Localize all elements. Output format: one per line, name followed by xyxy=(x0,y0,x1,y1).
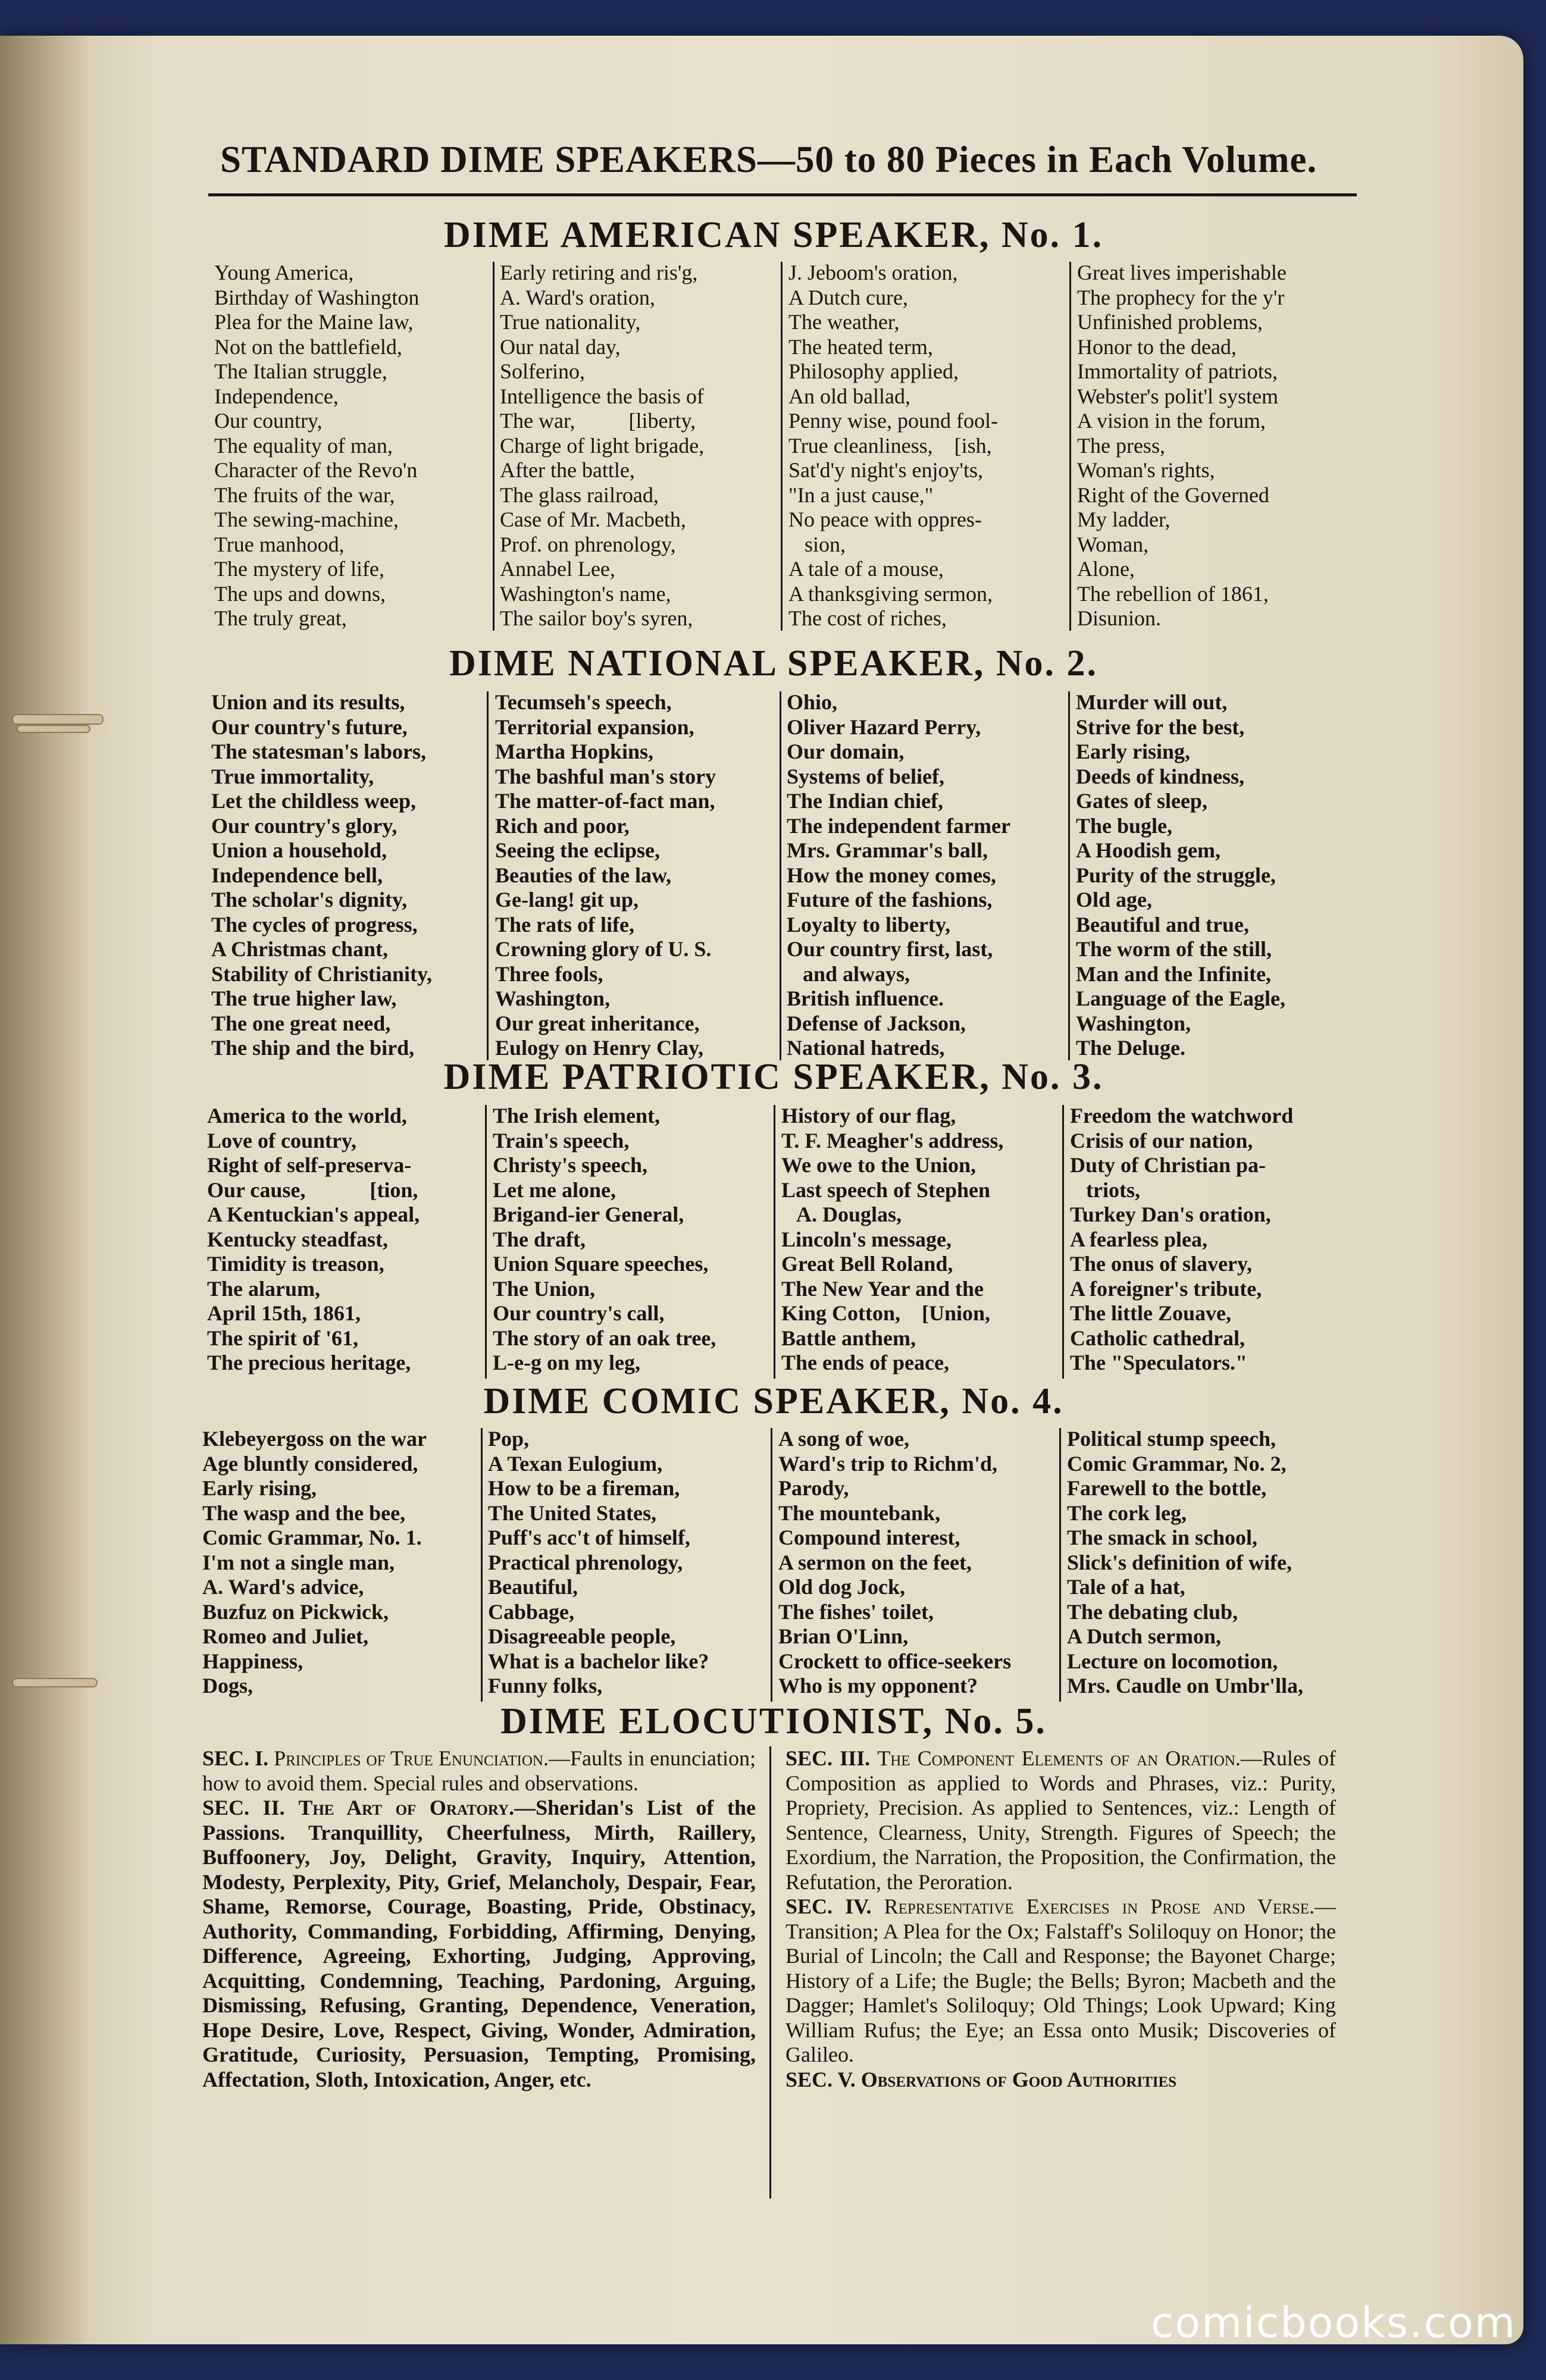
column xyxy=(500,261,704,631)
list-item: Right of the Governed xyxy=(1077,483,1269,507)
list-item: History of our flag, xyxy=(781,1104,956,1128)
list-item: Who is my opponent? xyxy=(778,1674,978,1698)
list-item: The worm of the still, xyxy=(1076,937,1272,961)
list-item: A Kentuckian's appeal, xyxy=(207,1202,420,1226)
list-item: British influence. xyxy=(787,987,944,1010)
list-item: Character of the Revo'n xyxy=(214,458,418,482)
list-item: The fishes' toilet, xyxy=(778,1599,934,1624)
column xyxy=(211,690,432,1061)
list-item: How to be a fireman, xyxy=(488,1476,680,1500)
list-item: Philosophy applied, xyxy=(788,359,959,383)
column-divider xyxy=(1059,1428,1061,1702)
section-title: DIME NATIONAL SPEAKER, No. 2. xyxy=(449,643,1099,684)
list-item: Early retiring and ris'g, xyxy=(500,261,698,284)
list-item: April 15th, 1861, xyxy=(207,1301,361,1325)
list-item: Our country's glory, xyxy=(211,813,398,838)
elocutionist-paragraph: SEC. III. The Component Elements of an Oration.—Rules of Composition as applied to Words and Phrases, viz.: Purity, Propriety, Precision. As applied to Sentences, viz.: Length of Sentence, Clearness, Unity, Strength. Figures of Speech; the Exordium, the Narration, the Proposition, the Confirmation, the Refutation, the Peroration. xyxy=(785,1746,1336,1894)
list-item: Political stump speech, xyxy=(1067,1427,1276,1451)
list-item: Stability of Christianity, xyxy=(211,962,433,986)
list-item: The Deluge. xyxy=(1076,1036,1185,1060)
list-item: Parody, xyxy=(778,1476,849,1500)
list-item: Webster's polit'l system xyxy=(1077,384,1279,408)
list-item: Early rising, xyxy=(202,1476,317,1500)
list-item: A sermon on the feet, xyxy=(778,1550,972,1574)
binding-thread xyxy=(12,1678,98,1687)
header-rule xyxy=(208,193,1357,196)
list-item: A. Ward's oration, xyxy=(500,285,655,309)
list-item: Our country, xyxy=(214,409,323,433)
list-item: Eulogy on Henry Clay, xyxy=(495,1036,704,1060)
column xyxy=(202,1427,427,1699)
list-item: How the money comes, xyxy=(787,863,996,887)
list-item: Independence, xyxy=(214,384,339,408)
list-item: Sat'd'y night's enjoy'ts, xyxy=(788,458,983,482)
list-item: Freedom the watchword xyxy=(1070,1104,1294,1128)
list-item: The equality of man, xyxy=(214,433,393,458)
list-item: Ohio, xyxy=(787,690,838,714)
list-item: Turkey Dan's oration, xyxy=(1070,1202,1271,1226)
list-item: T. F. Meagher's address, xyxy=(781,1128,1004,1153)
binding-thread xyxy=(12,714,104,725)
list-item: Mrs. Grammar's ball, xyxy=(787,838,988,862)
list-item: Young America, xyxy=(214,261,354,284)
list-item: Crockett to office-seekers xyxy=(778,1649,1012,1673)
list-item: A Hoodish gem, xyxy=(1076,838,1221,862)
list-item: The scholar's dignity, xyxy=(211,888,408,912)
list-item: Case of Mr. Macbeth, xyxy=(500,508,686,531)
list-item: A Dutch sermon, xyxy=(1067,1624,1221,1648)
list-item: Disunion. xyxy=(1077,606,1162,630)
list-item: Let me alone, xyxy=(493,1178,616,1202)
list-item: A. Douglas, xyxy=(781,1202,902,1226)
section-title: DIME AMERICAN SPEAKER, No. 1. xyxy=(443,215,1104,255)
list-item: The cycles of progress, xyxy=(211,912,418,937)
column-divider xyxy=(1068,691,1070,1060)
list-item: A tale of a mouse, xyxy=(788,557,944,581)
elocutionist-left-column xyxy=(202,1746,756,2092)
list-item: The true higher law, xyxy=(211,987,397,1010)
column-divider xyxy=(781,262,783,631)
list-item: Disagreeable people, xyxy=(488,1624,676,1648)
list-item: Deeds of kindness, xyxy=(1076,764,1245,788)
list-item: Kentucky steadfast, xyxy=(207,1227,388,1251)
list-item: Comic Grammar, No. 2, xyxy=(1067,1451,1287,1476)
list-item: Catholic cathedral, xyxy=(1070,1326,1245,1350)
list-item: Ge-lang! git up, xyxy=(495,888,639,912)
list-item: True nationality, xyxy=(500,310,641,334)
list-item: What is a bachelor like? xyxy=(488,1649,709,1673)
list-item: True manhood, xyxy=(214,532,345,556)
column-divider xyxy=(485,1105,487,1379)
elocutionist-paragraph: SEC. V. Observations of Good Authorities xyxy=(785,2067,1177,2091)
elocutionist-paragraph: SEC. I. Principles of True Enunciation.—Faults in enunciation; how to avoid them. Special rules and observations. xyxy=(202,1746,756,1795)
list-item: We owe to the Union, xyxy=(781,1153,976,1177)
list-item: My ladder, xyxy=(1077,508,1171,531)
column-divider xyxy=(771,1428,772,1702)
list-item: The onus of slavery, xyxy=(1070,1252,1253,1276)
list-item: Independence bell, xyxy=(211,863,383,887)
column xyxy=(787,690,1010,1061)
list-item: A Christmas chant, xyxy=(211,937,389,961)
list-item: Not on the battlefield, xyxy=(214,334,402,359)
list-item: Crowning glory of U. S. xyxy=(495,937,712,961)
list-item: Systems of belief, xyxy=(787,764,944,788)
list-item: The New Year and the xyxy=(781,1276,984,1301)
list-item: The cost of riches, xyxy=(788,606,947,630)
list-item: Timidity is treason, xyxy=(207,1252,384,1276)
column xyxy=(788,261,998,631)
list-item: Three fools, xyxy=(495,962,603,986)
list-item: The story of an oak tree, xyxy=(493,1326,716,1350)
list-item: The Italian struggle, xyxy=(214,359,387,383)
list-item: The Indian chief, xyxy=(787,789,944,813)
column xyxy=(781,1104,1003,1376)
list-item: Penny wise, pound fool- xyxy=(788,409,998,433)
list-item: Charge of light brigade, xyxy=(500,433,705,458)
list-item: The United States, xyxy=(488,1501,657,1525)
list-item: Unfinished problems, xyxy=(1077,310,1263,334)
column-divider xyxy=(481,1428,483,1702)
list-item: Cabbage, xyxy=(488,1599,575,1624)
list-item: The war, [liberty, xyxy=(500,409,696,433)
list-item: Intelligence the basis of xyxy=(500,384,704,408)
list-item: Brigand-ier General, xyxy=(493,1202,684,1226)
list-item: The "Speculators." xyxy=(1070,1351,1247,1374)
column-divider xyxy=(769,1746,771,2199)
section-title: DIME COMIC SPEAKER, No. 4. xyxy=(483,1381,1064,1421)
list-item: Let the childless weep, xyxy=(211,789,416,813)
list-item: Woman's rights, xyxy=(1077,458,1215,482)
list-item: The Union, xyxy=(493,1276,596,1301)
page-spine-shadow xyxy=(0,36,89,2344)
column xyxy=(1077,261,1287,631)
list-item: Beautiful, xyxy=(488,1575,578,1599)
list-item: Loyalty to liberty, xyxy=(787,912,950,937)
list-item: Our country's call, xyxy=(493,1301,665,1325)
list-item: King Cotton, [Union, xyxy=(781,1301,991,1325)
binding-thread xyxy=(17,725,90,733)
list-item: Woman, xyxy=(1077,532,1149,556)
list-item: The independent farmer xyxy=(787,813,1010,838)
list-item: Solferino, xyxy=(500,359,585,383)
list-item: The one great need, xyxy=(211,1011,391,1035)
list-item: The sailor boy's syren, xyxy=(500,606,693,630)
list-item: America to the world, xyxy=(207,1104,407,1128)
list-item: The Irish element, xyxy=(493,1104,660,1128)
list-item: A foreigner's tribute, xyxy=(1070,1276,1262,1301)
list-item: The ship and the bird, xyxy=(211,1036,415,1060)
list-item: A vision in the forum, xyxy=(1077,409,1266,433)
list-item: Martha Hopkins, xyxy=(495,740,654,763)
list-item: An old ballad, xyxy=(788,384,910,408)
list-item: The truly great, xyxy=(214,606,347,630)
column xyxy=(495,690,716,1061)
list-item: A. Ward's advice, xyxy=(202,1575,364,1599)
list-item: Washington, xyxy=(495,987,611,1010)
list-item: Christy's speech, xyxy=(493,1153,647,1177)
list-item: Comic Grammar, No. 1. xyxy=(202,1526,422,1549)
section-title: DIME PATRIOTIC SPEAKER, No. 3. xyxy=(443,1057,1104,1097)
list-item: Beauties of the law, xyxy=(495,863,671,887)
list-item: The weather, xyxy=(788,310,900,334)
list-item: Mrs. Caudle on Umbr'lla, xyxy=(1067,1674,1304,1698)
list-item: I'm not a single man, xyxy=(202,1550,395,1574)
list-item: True cleanliness, [ish, xyxy=(788,433,992,458)
list-item: Pop, xyxy=(488,1427,530,1451)
list-item: Gates of sleep, xyxy=(1076,789,1207,813)
list-item: Last speech of Stephen xyxy=(781,1178,991,1202)
list-item: The heated term, xyxy=(788,334,933,359)
elocutionist-paragraph: SEC. II. The Art of Oratory.—Sheridan's List of the Passions. Tranquillity, Cheerfulness, Mirth, Raillery, Buffoonery, Joy, Delight, Gravity, Inquiry, Attention, Modesty, Perplexity, Pity, Grief, Melancholy, Despair, Fear, Shame, Remorse, Courage, Boasting, Pride, Obstinacy, Authority, Commanding, Forbidding, Affirming, Denying, Difference, Agreeing, Exhorting, Judging, Approving, Acquitting, Condemning, Teaching, Pardoning, Arguing, Dismissing, Refusing, Granting, Dependence, Veneration, Hope Desire, Love, Respect, Giving, Wonder, Admiration, Gratitude, Curiosity, Persuasion, Tempting, Promising, Affectation, Sloth, Intoxication, Anger, etc. xyxy=(202,1796,756,2091)
running-head: STANDARD DIME SPEAKERS—50 to 80 Pieces in Each Volume. xyxy=(220,139,1317,180)
list-item: Washington, xyxy=(1076,1011,1191,1035)
list-item: Funny folks, xyxy=(488,1674,603,1698)
list-item: Beautiful and true, xyxy=(1076,912,1250,937)
list-item: Practical phrenology, xyxy=(488,1550,683,1574)
list-item: The spirit of '61, xyxy=(207,1326,359,1350)
list-item: The sewing-machine, xyxy=(214,508,399,531)
list-item: Great lives imperishable xyxy=(1077,261,1287,284)
list-item: sion, xyxy=(788,532,846,556)
column xyxy=(214,261,419,631)
column xyxy=(488,1427,709,1699)
list-item: Birthday of Washington xyxy=(214,285,420,309)
list-item: The cork leg, xyxy=(1067,1501,1187,1525)
list-item: Dogs, xyxy=(202,1674,254,1698)
elocutionist-right-column xyxy=(785,1746,1336,2092)
list-item: Age bluntly considered, xyxy=(202,1451,418,1476)
list-item: Plea for the Maine law, xyxy=(214,310,414,334)
list-item: The ups and downs, xyxy=(214,581,386,606)
list-item: Battle anthem, xyxy=(781,1326,916,1350)
list-item: The bashful man's story xyxy=(495,764,716,788)
list-item: The smack in school, xyxy=(1067,1526,1258,1549)
list-item: Oliver Hazard Perry, xyxy=(787,715,981,739)
column-divider xyxy=(774,1105,775,1379)
list-item: National hatreds, xyxy=(787,1036,945,1060)
column xyxy=(207,1104,420,1376)
list-item: A thanksgiving sermon, xyxy=(788,581,993,606)
list-item: Rich and poor, xyxy=(495,813,630,838)
list-item: Duty of Christian pa- xyxy=(1070,1153,1266,1177)
column xyxy=(778,1427,1011,1699)
column xyxy=(1067,1427,1303,1699)
list-item: Future of the fashions, xyxy=(787,888,993,912)
list-item: Washington's name, xyxy=(500,581,671,606)
list-item: A Dutch cure, xyxy=(788,285,908,309)
column-divider xyxy=(780,691,781,1060)
list-item: The mystery of life, xyxy=(214,557,384,581)
list-item: Union a household, xyxy=(211,838,387,862)
list-item: The bugle, xyxy=(1076,813,1173,838)
list-item: Love of country, xyxy=(207,1128,356,1153)
list-item: Buzfuz on Pickwick, xyxy=(202,1599,389,1624)
list-item: Romeo and Juliet, xyxy=(202,1624,368,1648)
list-item: Murder will out, xyxy=(1076,690,1228,714)
list-item: The rats of life, xyxy=(495,912,634,937)
list-item: The fruits of the war, xyxy=(214,483,395,507)
list-item: Strive for the best, xyxy=(1076,715,1245,739)
list-item: L-e-g on my leg, xyxy=(493,1351,640,1374)
list-item: Union and its results, xyxy=(211,690,405,714)
list-item: Man and the Infinite, xyxy=(1076,962,1272,986)
list-item: Right of self-preserva- xyxy=(207,1153,412,1177)
list-item: The matter-of-fact man, xyxy=(495,789,715,813)
list-item: After the battle, xyxy=(500,458,635,482)
list-item: The statesman's labors, xyxy=(211,740,427,763)
list-item: Our natal day, xyxy=(500,334,621,359)
list-item: Klebeyergoss on the war xyxy=(202,1427,427,1451)
list-item: Defense of Jackson, xyxy=(787,1011,966,1035)
section-title: DIME ELOCUTIONIST, No. 5. xyxy=(500,1701,1047,1742)
list-item: A fearless plea, xyxy=(1070,1227,1207,1251)
list-item: Our cause, [tion, xyxy=(207,1178,418,1202)
list-item: Happiness, xyxy=(202,1649,303,1673)
list-item: Our domain, xyxy=(787,740,905,763)
list-item: Purity of the struggle, xyxy=(1076,863,1276,887)
list-item: The prophecy for the y'r xyxy=(1077,285,1285,309)
list-item: Slick's definition of wife, xyxy=(1067,1550,1292,1574)
list-item: Early rising, xyxy=(1076,740,1191,763)
list-item: Honor to the dead, xyxy=(1077,334,1237,359)
list-item: Train's speech, xyxy=(493,1128,630,1153)
list-item: Seeing the eclipse, xyxy=(495,838,660,862)
list-item: Compound interest, xyxy=(778,1526,960,1549)
column xyxy=(493,1104,716,1376)
column xyxy=(1070,1104,1293,1376)
column-divider xyxy=(1062,1105,1064,1379)
list-item: and always, xyxy=(787,962,910,986)
list-item: The ends of peace, xyxy=(781,1351,949,1374)
column-divider xyxy=(1069,262,1071,631)
list-item: Tecumseh's speech, xyxy=(495,690,672,714)
list-item: Annabel Lee, xyxy=(500,557,615,581)
list-item: Alone, xyxy=(1077,557,1135,581)
elocutionist-paragraph: SEC. IV. Representative Exercises in Prose and Verse.—Transition; A Plea for the Ox; Falstaff's Soliloquy on Honor; the Burial of Lincoln; the Call and Response; the Bayonet Charge; History of a Life; the Bugle; the Bells; Byron; Macbeth and the Dagger; Hamlet's Soliloquy; Old Things; Look Upward; King William Rufus; the Eye; an Essa onto Musik; Discoveries of Galileo. xyxy=(785,1894,1336,2066)
list-item: A song of woe, xyxy=(778,1427,910,1451)
list-item: "In a just cause," xyxy=(788,483,934,507)
list-item: The press, xyxy=(1077,433,1165,458)
list-item: The precious heritage, xyxy=(207,1351,411,1374)
watermark: comicbooks.com xyxy=(1150,2298,1516,2347)
list-item: Territorial expansion, xyxy=(495,715,694,739)
column-divider xyxy=(487,691,489,1060)
column-divider xyxy=(493,262,495,631)
list-item: The little Zouave, xyxy=(1070,1301,1231,1325)
list-item: Prof. on phrenology, xyxy=(500,532,676,556)
list-item: triots, xyxy=(1070,1178,1140,1202)
list-item: Puff's acc't of himself, xyxy=(488,1526,690,1549)
list-item: Farewell to the bottle, xyxy=(1067,1476,1267,1500)
list-item: J. Jeboom's oration, xyxy=(788,261,958,284)
list-item: Our country first, last, xyxy=(787,937,993,961)
list-item: Brian O'Linn, xyxy=(778,1624,909,1648)
list-item: Crisis of our nation, xyxy=(1070,1128,1253,1153)
column xyxy=(1076,690,1285,1061)
list-item: Immortality of patriots, xyxy=(1077,359,1278,383)
list-item: Great Bell Roland, xyxy=(781,1252,953,1276)
list-item: The draft, xyxy=(493,1227,586,1251)
list-item: The mountebank, xyxy=(778,1501,941,1525)
list-item: Old age, xyxy=(1076,888,1153,912)
list-item: Tale of a hat, xyxy=(1067,1575,1185,1599)
list-item: The rebellion of 1861, xyxy=(1077,581,1269,606)
list-item: Language of the Eagle, xyxy=(1076,987,1286,1010)
list-item: Our great inheritance, xyxy=(495,1011,700,1035)
list-item: The glass railroad, xyxy=(500,483,659,507)
list-item: Our country's future, xyxy=(211,715,408,739)
list-item: The wasp and the bee, xyxy=(202,1501,406,1525)
list-item: No peace with oppres- xyxy=(788,508,982,531)
list-item: Union Square speeches, xyxy=(493,1252,709,1276)
list-item: Ward's trip to Richm'd, xyxy=(778,1451,998,1476)
list-item: Lecture on locomotion, xyxy=(1067,1649,1278,1673)
list-item: Old dog Jock, xyxy=(778,1575,906,1599)
list-item: The debating club, xyxy=(1067,1599,1238,1624)
list-item: Lincoln's message, xyxy=(781,1227,952,1251)
list-item: A Texan Eulogium, xyxy=(488,1451,663,1476)
list-item: The alarum, xyxy=(207,1276,321,1301)
list-item: True immortality, xyxy=(211,764,374,788)
